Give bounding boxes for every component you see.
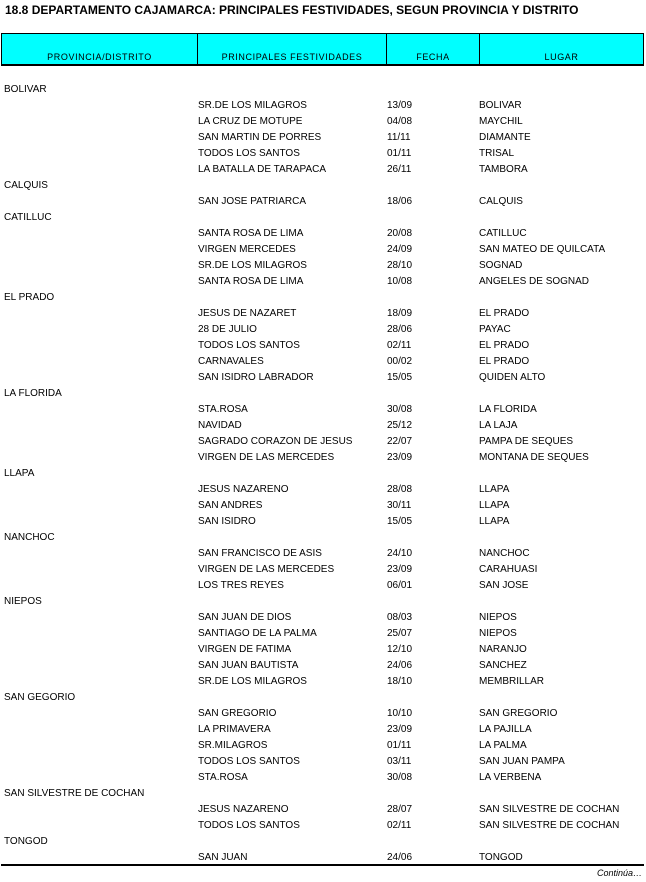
- table-row: [0, 227, 646, 243]
- table-row: [0, 675, 646, 691]
- district-row: [0, 179, 646, 195]
- district-name: SAN SILVESTRE DE COCHAN: [4, 788, 145, 799]
- table-row: [0, 99, 646, 115]
- fecha-cell: 25/12: [387, 420, 413, 431]
- festividad-cell: SAN JUAN: [198, 852, 248, 863]
- table-row: [0, 403, 646, 419]
- festividad-cell: TODOS LOS SANTOS: [198, 820, 300, 831]
- lugar-cell: PAYAC: [479, 324, 511, 335]
- table-row: [0, 819, 646, 835]
- festividad-cell: STA.ROSA: [198, 772, 248, 783]
- table-row: [0, 643, 646, 659]
- lugar-cell: SOGNAD: [479, 260, 523, 271]
- table-row: [0, 547, 646, 563]
- table-row: [0, 483, 646, 499]
- festividad-cell: LA PRIMAVERA: [198, 724, 271, 735]
- fecha-cell: 24/10: [387, 548, 413, 559]
- fecha-cell: 10/10: [387, 708, 413, 719]
- table-row: [0, 579, 646, 595]
- festividad-cell: JESUS DE NAZARET: [198, 308, 297, 319]
- lugar-cell: EL PRADO: [479, 340, 530, 351]
- fecha-cell: 00/02: [387, 356, 413, 367]
- festividad-cell: SAN JUAN BAUTISTA: [198, 660, 299, 671]
- district-row: [0, 835, 646, 851]
- table-row: [0, 627, 646, 643]
- table-row: [0, 147, 646, 163]
- festividad-cell: SR.DE LOS MILAGROS: [198, 676, 307, 687]
- festividad-cell: SANTIAGO DE LA PALMA: [198, 628, 317, 639]
- district-name: LLAPA: [4, 468, 35, 479]
- table-row: [0, 355, 646, 371]
- lugar-cell: TAMBORA: [479, 164, 528, 175]
- lugar-cell: SAN GREGORIO: [479, 708, 558, 719]
- festividad-cell: SANTA ROSA DE LIMA: [198, 228, 304, 239]
- lugar-cell: TONGOD: [479, 852, 523, 863]
- lugar-cell: SAN SILVESTRE DE COCHAN: [479, 804, 620, 815]
- district-row: [0, 291, 646, 307]
- festividad-cell: TODOS LOS SANTOS: [198, 756, 300, 767]
- fecha-cell: 26/11: [387, 164, 412, 175]
- district-row: [0, 83, 646, 99]
- lugar-cell: LLAPA: [479, 500, 510, 511]
- festividad-cell: SAN MARTIN DE PORRES: [198, 132, 322, 143]
- district-row: [0, 691, 646, 707]
- district-row: [0, 467, 646, 483]
- lugar-cell: EL PRADO: [479, 356, 530, 367]
- lugar-cell: SAN JOSE: [479, 580, 529, 591]
- district-row: [0, 387, 646, 403]
- table-bottom-rule: [1, 864, 644, 866]
- table-row: [0, 339, 646, 355]
- fecha-cell: 02/11: [387, 340, 412, 351]
- fecha-cell: 23/09: [387, 452, 413, 463]
- lugar-cell: EL PRADO: [479, 308, 530, 319]
- fecha-cell: 02/11: [387, 820, 412, 831]
- fecha-cell: 28/07: [387, 804, 413, 815]
- district-name: NANCHOC: [4, 532, 55, 543]
- table-row: [0, 243, 646, 259]
- table-row: [0, 115, 646, 131]
- fecha-cell: 30/08: [387, 772, 413, 783]
- fecha-cell: 15/05: [387, 516, 413, 527]
- table-row: [0, 611, 646, 627]
- lugar-cell: CATILLUC: [479, 228, 527, 239]
- festividad-cell: SAN ANDRES: [198, 500, 263, 511]
- fecha-cell: 01/11: [387, 740, 412, 751]
- table-header: [1, 33, 644, 66]
- fecha-cell: 22/07: [387, 436, 413, 447]
- festividad-cell: SAN GREGORIO: [198, 708, 277, 719]
- lugar-cell: LA FLORIDA: [479, 404, 537, 415]
- festividad-cell: SAN JOSE PATRIARCA: [198, 196, 306, 207]
- festividad-cell: SR.DE LOS MILAGROS: [198, 260, 307, 271]
- fecha-cell: 06/01: [387, 580, 413, 591]
- table-row: [0, 195, 646, 211]
- lugar-cell: TRISAL: [479, 148, 515, 159]
- lugar-cell: MAYCHIL: [479, 116, 523, 127]
- table-row: [0, 323, 646, 339]
- lugar-cell: QUIDEN ALTO: [479, 372, 546, 383]
- festividad-cell: SAGRADO CORAZON DE JESUS: [198, 436, 353, 447]
- lugar-cell: NANCHOC: [479, 548, 530, 559]
- festividad-cell: SR.MILAGROS: [198, 740, 268, 751]
- table-row: [0, 771, 646, 787]
- festividad-cell: STA.ROSA: [198, 404, 248, 415]
- district-name: CATILLUC: [4, 212, 52, 223]
- lugar-cell: NIEPOS: [479, 628, 517, 639]
- header-provincia-distrito: PROVINCIA/DISTRITO: [2, 34, 198, 64]
- fecha-cell: 24/06: [387, 660, 413, 671]
- district-name: EL PRADO: [4, 292, 55, 303]
- fecha-cell: 03/11: [387, 756, 412, 767]
- festividad-cell: SAN FRANCISCO DE ASIS: [198, 548, 322, 559]
- table-row: [0, 435, 646, 451]
- district-row: [0, 531, 646, 547]
- fecha-cell: 30/08: [387, 404, 413, 415]
- fecha-cell: 12/10: [387, 644, 413, 655]
- fecha-cell: 30/11: [387, 500, 412, 511]
- table-row: [0, 131, 646, 147]
- header-festividades: PRINCIPALES FESTIVIDADES: [198, 34, 387, 64]
- fecha-cell: 23/09: [387, 724, 413, 735]
- festividad-cell: JESUS NAZARENO: [198, 484, 289, 495]
- lugar-cell: LLAPA: [479, 484, 510, 495]
- fecha-cell: 13/09: [387, 100, 413, 111]
- table-row: [0, 259, 646, 275]
- lugar-cell: LA PALMA: [479, 740, 527, 751]
- festividad-cell: SANTA ROSA DE LIMA: [198, 276, 304, 287]
- continues-note: Continúa…: [596, 868, 642, 878]
- festividad-cell: TODOS LOS SANTOS: [198, 148, 300, 159]
- table-row: [0, 707, 646, 723]
- table-row: [0, 723, 646, 739]
- lugar-cell: LA LAJA: [479, 420, 518, 431]
- table-row: [0, 803, 646, 819]
- lugar-cell: SAN MATEO DE QUILCATA: [479, 244, 606, 255]
- lugar-cell: DIAMANTE: [479, 132, 531, 143]
- district-row: [0, 787, 646, 803]
- table-row: [0, 451, 646, 467]
- lugar-cell: MEMBRILLAR: [479, 676, 545, 687]
- fecha-cell: 15/05: [387, 372, 413, 383]
- district-name: SAN GEGORIO: [4, 692, 76, 703]
- festividad-cell: VIRGEN DE LAS MERCEDES: [198, 452, 335, 463]
- header-lugar: LUGAR: [544, 52, 579, 62]
- district-row: [0, 211, 646, 227]
- lugar-cell: LA VERBENA: [479, 772, 542, 783]
- festividad-cell: SAN JUAN DE DIOS: [198, 612, 292, 623]
- festividad-cell: VIRGEN DE LAS MERCEDES: [198, 564, 335, 575]
- table-row: [0, 307, 646, 323]
- lugar-cell: CALQUIS: [479, 196, 523, 207]
- fecha-cell: 18/10: [387, 676, 413, 687]
- table-row: [0, 659, 646, 675]
- fecha-cell: 28/10: [387, 260, 413, 271]
- festividad-cell: SAN ISIDRO: [198, 516, 256, 527]
- festividad-cell: JESUS NAZARENO: [198, 804, 289, 815]
- fecha-cell: 10/08: [387, 276, 413, 287]
- lugar-cell: LLAPA: [479, 516, 510, 527]
- table-row: [0, 755, 646, 771]
- lugar-cell: SANCHEZ: [479, 660, 527, 671]
- district-row: [0, 595, 646, 611]
- table-row: [0, 163, 646, 179]
- fecha-cell: 04/08: [387, 116, 413, 127]
- header-fecha: FECHA: [387, 34, 480, 64]
- festividad-cell: SAN ISIDRO LABRADOR: [198, 372, 314, 383]
- lugar-cell: CARAHUASI: [479, 564, 538, 575]
- festividad-cell: VIRGEN MERCEDES: [198, 244, 296, 255]
- festividad-cell: TODOS LOS SANTOS: [198, 340, 300, 351]
- page-title: 18.8 DEPARTAMENTO CAJAMARCA: PRINCIPALES FESTIVIDADES, SEGUN PROVINCIA Y DISTRITO: [5, 3, 579, 17]
- district-name: NIEPOS: [4, 596, 42, 607]
- festividad-cell: LA BATALLA DE TARAPACA: [198, 164, 327, 175]
- table-row: [0, 739, 646, 755]
- lugar-cell: ANGELES DE SOGNAD: [479, 276, 590, 287]
- table-row: [0, 371, 646, 387]
- lugar-cell: PAMPA DE SEQUES: [479, 436, 574, 447]
- fecha-cell: 28/06: [387, 324, 413, 335]
- lugar-cell: NARANJO: [479, 644, 527, 655]
- district-name: TONGOD: [4, 836, 48, 847]
- fecha-cell: 20/08: [387, 228, 413, 239]
- festividad-cell: LOS TRES REYES: [198, 580, 284, 591]
- fecha-cell: 23/09: [387, 564, 413, 575]
- lugar-cell: SAN JUAN PAMPA: [479, 756, 565, 767]
- lugar-cell: BOLIVAR: [479, 100, 522, 111]
- festividad-cell: LA CRUZ DE MOTUPE: [198, 116, 303, 127]
- festividad-cell: 28 DE JULIO: [198, 324, 257, 335]
- festividad-cell: CARNAVALES: [198, 356, 264, 367]
- lugar-cell: LA PAJILLA: [479, 724, 532, 735]
- table-row: [0, 275, 646, 291]
- lugar-cell: MONTANA DE SEQUES: [479, 452, 589, 463]
- fecha-cell: 18/06: [387, 196, 413, 207]
- district-name: LA FLORIDA: [4, 388, 62, 399]
- lugar-cell: NIEPOS: [479, 612, 517, 623]
- festividad-cell: VIRGEN DE FATIMA: [198, 644, 292, 655]
- fecha-cell: 25/07: [387, 628, 413, 639]
- table-row: [0, 563, 646, 579]
- festividad-cell: SR.DE LOS MILAGROS: [198, 100, 307, 111]
- district-name: CALQUIS: [4, 180, 48, 191]
- fecha-cell: 28/08: [387, 484, 413, 495]
- table-body: [0, 83, 646, 867]
- fecha-cell: 24/06: [387, 852, 413, 863]
- fecha-cell: 11/11: [387, 132, 411, 143]
- fecha-cell: 08/03: [387, 612, 413, 623]
- fecha-cell: 18/09: [387, 308, 413, 319]
- table-row: [0, 499, 646, 515]
- fecha-cell: 24/09: [387, 244, 413, 255]
- lugar-cell: SAN SILVESTRE DE COCHAN: [479, 820, 620, 831]
- fecha-cell: 01/11: [387, 148, 412, 159]
- festividad-cell: NAVIDAD: [198, 420, 242, 431]
- table-row: [0, 515, 646, 531]
- district-name: BOLIVAR: [4, 84, 47, 95]
- table-row: [0, 419, 646, 435]
